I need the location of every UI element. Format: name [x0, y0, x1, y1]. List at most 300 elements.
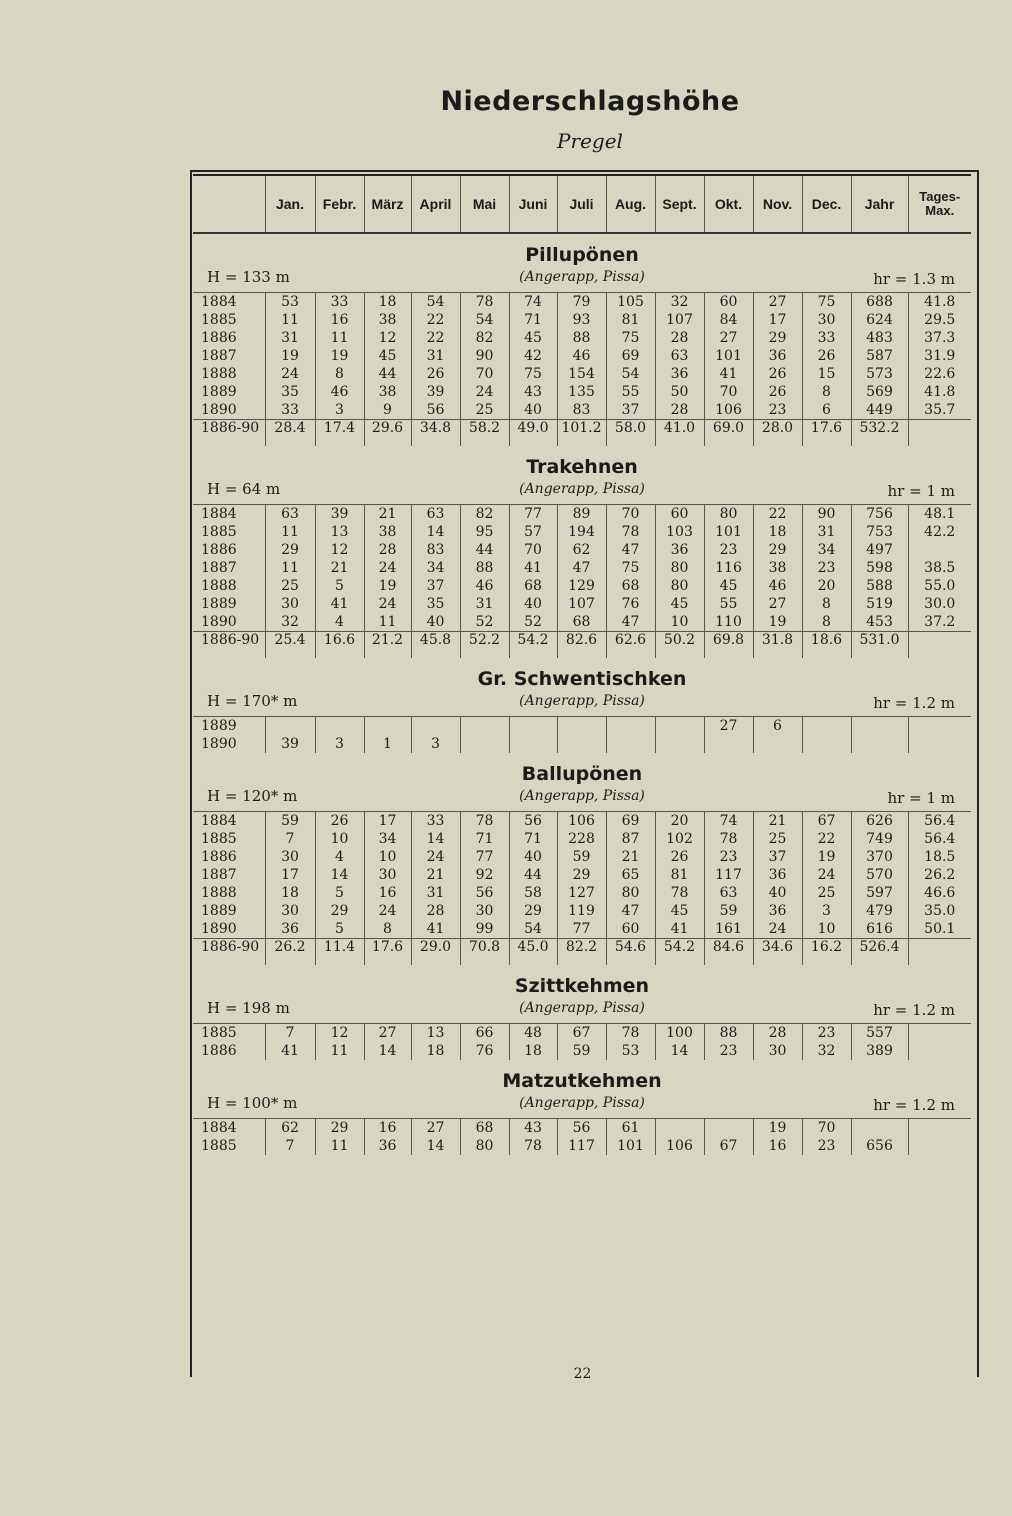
value: 11 [378, 614, 397, 630]
value [854, 1119, 906, 1137]
value-cell [655, 848, 704, 939]
year-cell [193, 1024, 265, 1061]
value [707, 735, 751, 753]
value: 75 [817, 294, 836, 310]
year-label: 1885 [201, 312, 237, 328]
value-cell [509, 717, 557, 754]
value: 25 [475, 402, 494, 418]
value-cell [364, 1024, 411, 1061]
mean-value: 54.2 [655, 939, 704, 966]
value: 389 [866, 1043, 893, 1059]
value: 48.1 [924, 506, 956, 522]
column-header: Febr. [315, 175, 364, 233]
value: 117 [568, 1138, 595, 1154]
value: 10 [378, 849, 397, 865]
station-elevation: H = 170* m [207, 692, 298, 710]
value: 56.4 [924, 813, 956, 829]
value [911, 1137, 970, 1155]
value: 78 [475, 294, 494, 310]
value: 29 [524, 903, 542, 919]
value-cell [509, 1119, 557, 1156]
value: 34 [817, 542, 836, 558]
value-cell [908, 505, 971, 542]
value [805, 717, 849, 735]
value: 90 [475, 348, 494, 364]
value: 45 [378, 348, 397, 364]
value: 75 [524, 366, 542, 382]
value-cell [265, 505, 315, 542]
value: 37 [426, 578, 445, 594]
data-block-row [193, 1119, 971, 1156]
station-rivers: (Angerapp, Pissa) [519, 1000, 645, 1016]
value-cell [509, 812, 557, 849]
value: 135 [568, 384, 595, 400]
value-cell [802, 329, 851, 420]
value [911, 1024, 970, 1042]
data-block-row [193, 329, 971, 420]
value-cell [655, 1119, 704, 1156]
value: 3 [822, 903, 831, 919]
value: 50.1 [924, 921, 956, 937]
value: 81 [670, 867, 689, 883]
value-cell [606, 812, 655, 849]
value: 19 [768, 614, 787, 630]
value: 519 [866, 596, 893, 612]
value: 27 [768, 596, 787, 612]
value-cell [753, 505, 802, 542]
value: 78 [719, 831, 738, 847]
value: 22 [768, 506, 787, 522]
value: 92 [475, 867, 494, 883]
year-label: 1884 [201, 813, 237, 829]
station-elevation: H = 64 m [207, 480, 281, 498]
value: 12 [330, 542, 349, 558]
value: 63 [426, 506, 445, 522]
value [414, 717, 458, 735]
value-cell [606, 541, 655, 632]
value: 32 [281, 614, 299, 630]
value: 23 [768, 402, 787, 418]
mean-value: 45.8 [411, 632, 460, 659]
value-cell [851, 329, 908, 420]
station-elevation: H = 100* m [207, 1094, 298, 1112]
value: 23 [719, 542, 738, 558]
value: 24 [768, 921, 787, 937]
value-cell [851, 812, 908, 849]
value: 43 [524, 1120, 542, 1136]
value: 588 [866, 578, 893, 594]
value: 47 [621, 614, 640, 630]
value: 25 [817, 885, 836, 901]
value-cell [265, 1024, 315, 1061]
value-cell [265, 293, 315, 330]
value-cell [509, 1024, 557, 1061]
value-cell [315, 848, 364, 939]
value-cell [704, 848, 753, 939]
value: 41 [719, 366, 738, 382]
value-cell [364, 293, 411, 330]
value: 18.5 [924, 849, 956, 865]
mean-value: 49.0 [509, 420, 557, 447]
mean-value: 62.6 [606, 632, 655, 659]
value: 41.8 [924, 294, 956, 310]
value-cell [908, 812, 971, 849]
mean-value: 45.0 [509, 939, 557, 966]
value: 84 [719, 312, 738, 328]
value [658, 1119, 702, 1137]
value: 6 [822, 402, 831, 418]
station-name: Gr. Schwentischken [477, 668, 687, 690]
column-header: Juni [509, 175, 557, 233]
value: 18 [426, 1043, 445, 1059]
value-cell [315, 505, 364, 542]
year-label: 1886 [201, 542, 237, 558]
value: 23 [817, 560, 836, 576]
value: 194 [568, 524, 595, 540]
data-block-row [193, 293, 971, 330]
value-cell [364, 329, 411, 420]
value [560, 735, 604, 753]
year-label: 1890 [201, 402, 237, 418]
mean-value [908, 939, 971, 966]
value-cell [557, 293, 606, 330]
value: 41 [426, 921, 445, 937]
value: 26 [426, 366, 445, 382]
value-cell [315, 812, 364, 849]
year-label: 1884 [201, 506, 237, 522]
value: 78 [475, 813, 494, 829]
value-cell [557, 717, 606, 754]
value: 60 [621, 921, 640, 937]
value-cell [557, 329, 606, 420]
value: 20 [817, 578, 836, 594]
mean-value: 70.8 [460, 939, 509, 966]
value [463, 717, 507, 735]
page-subtitle: Pregel [557, 129, 623, 153]
value: 21 [378, 506, 397, 522]
value-cell [704, 505, 753, 542]
column-header: Jahr [851, 175, 908, 233]
value-cell [704, 541, 753, 632]
value-cell [509, 293, 557, 330]
year-label: 1887 [201, 867, 237, 883]
value: 30.0 [924, 596, 956, 612]
value-cell [908, 1119, 971, 1156]
mean-value: 34.8 [411, 420, 460, 447]
value: 103 [666, 524, 693, 540]
value: 76 [475, 1043, 494, 1059]
value: 40 [426, 614, 445, 630]
value: 35.0 [924, 903, 956, 919]
value: 18 [281, 885, 299, 901]
value-cell [411, 505, 460, 542]
value: 13 [426, 1025, 445, 1041]
column-header: Sept. [655, 175, 704, 233]
value: 28 [670, 330, 689, 346]
year-cell [193, 293, 265, 330]
mean-value: 532.2 [851, 420, 908, 447]
value-cell [655, 505, 704, 542]
value [756, 735, 800, 753]
value-cell [704, 1024, 753, 1061]
value-cell [460, 1119, 509, 1156]
value: 25 [768, 831, 787, 847]
value-cell [315, 1024, 364, 1061]
value-cell [802, 293, 851, 330]
value: 616 [866, 921, 893, 937]
station-name: Pillupönen [525, 244, 639, 266]
value-cell [265, 812, 315, 849]
year-label: 1884 [201, 294, 237, 310]
value-cell [753, 1119, 802, 1156]
value: 38 [378, 524, 397, 540]
value: 29 [330, 1120, 349, 1136]
value: 63 [719, 885, 738, 901]
value: 71 [524, 312, 542, 328]
value [854, 717, 906, 735]
mean-value: 17.6 [364, 939, 411, 966]
value: 16 [768, 1138, 787, 1154]
value: 63 [670, 348, 689, 364]
mean-value: 16.6 [315, 632, 364, 659]
value: 597 [866, 885, 893, 901]
column-header: Jan. [265, 175, 315, 233]
value: 27 [719, 718, 738, 734]
value: 60 [670, 506, 689, 522]
value: 483 [866, 330, 893, 346]
value: 33 [281, 402, 299, 418]
value: 12 [378, 330, 397, 346]
value: 106 [715, 402, 742, 418]
value: 31 [281, 330, 299, 346]
value: 56.4 [924, 831, 956, 847]
value: 77 [475, 849, 494, 865]
value: 5 [335, 921, 344, 937]
value: 50 [670, 384, 689, 400]
value: 38 [378, 384, 397, 400]
value-cell [411, 1119, 460, 1156]
value: 21 [330, 560, 349, 576]
value: 76 [621, 596, 640, 612]
value-cell [655, 541, 704, 632]
data-block-row [193, 505, 971, 542]
value: 93 [572, 312, 591, 328]
value-cell [411, 812, 460, 849]
value-cell [509, 848, 557, 939]
value [911, 1119, 970, 1137]
value: 102 [666, 831, 693, 847]
value [609, 717, 653, 735]
value-cell [802, 848, 851, 939]
station-header-row [193, 446, 971, 505]
year-label: 1886 [201, 849, 237, 865]
value: 9 [383, 402, 392, 418]
value: 30 [281, 596, 299, 612]
value: 1 [383, 736, 392, 752]
mean-value: 17.4 [315, 420, 364, 447]
mean-value: 58.2 [460, 420, 509, 447]
value: 14 [378, 1043, 397, 1059]
value: 4 [335, 614, 344, 630]
year-label: 1884 [201, 1120, 237, 1136]
value: 27 [426, 1120, 445, 1136]
value: 47 [621, 903, 640, 919]
value: 75 [621, 560, 640, 576]
value: 749 [866, 831, 893, 847]
year-label: 1889 [201, 718, 237, 734]
value: 61 [621, 1120, 640, 1136]
value-cell [460, 293, 509, 330]
value: 29 [330, 903, 349, 919]
value: 88 [475, 560, 494, 576]
value: 36 [768, 867, 787, 883]
value: 81 [621, 312, 640, 328]
column-header: Nov. [753, 175, 802, 233]
value-cell [908, 717, 971, 754]
value: 21 [621, 849, 640, 865]
value: 42.2 [924, 524, 956, 540]
station-header-row [193, 1060, 971, 1119]
value: 624 [866, 312, 893, 328]
value: 24 [378, 560, 397, 576]
value: 129 [568, 578, 595, 594]
value: 11 [281, 524, 299, 540]
column-header: Juli [557, 175, 606, 233]
value: 74 [524, 294, 542, 310]
value: 90 [817, 506, 836, 522]
station-gauge-height: hr = 1.2 m [873, 694, 955, 712]
value: 34 [378, 831, 397, 847]
value: 52 [524, 614, 542, 630]
value: 58 [524, 885, 542, 901]
value: 33 [817, 330, 836, 346]
value: 6 [773, 718, 782, 734]
value: 101 [715, 524, 742, 540]
value: 10 [330, 831, 349, 847]
year-label: 1890 [201, 736, 237, 752]
value: 497 [866, 542, 893, 558]
value: 28 [426, 903, 445, 919]
year-label: 1888 [201, 366, 237, 382]
value: 41 [524, 560, 542, 576]
value: 39 [330, 506, 349, 522]
value: 29.5 [924, 312, 956, 328]
value: 31 [426, 885, 445, 901]
value-cell [364, 848, 411, 939]
value: 36 [378, 1138, 397, 1154]
value: 36 [670, 366, 689, 382]
value-cell [364, 717, 411, 754]
value: 626 [866, 813, 893, 829]
column-header: Mai [460, 175, 509, 233]
value: 4 [335, 849, 344, 865]
value-cell [265, 541, 315, 632]
value [658, 717, 702, 735]
mean-value: 101.2 [557, 420, 606, 447]
value: 3 [335, 736, 344, 752]
value: 36 [281, 921, 299, 937]
value: 37.3 [924, 330, 956, 346]
value [805, 735, 849, 753]
value-cell [655, 293, 704, 330]
value-cell [753, 329, 802, 420]
value: 69 [621, 348, 640, 364]
station-gauge-height: hr = 1.2 m [873, 1096, 955, 1114]
value: 59 [281, 813, 299, 829]
value-cell [364, 505, 411, 542]
value-cell [265, 1119, 315, 1156]
value-cell [908, 848, 971, 939]
value: 479 [866, 903, 893, 919]
value: 3 [335, 402, 344, 418]
value-cell [364, 541, 411, 632]
value-cell [557, 812, 606, 849]
column-header: April [411, 175, 460, 233]
station-header-row [193, 965, 971, 1024]
value: 27 [719, 330, 738, 346]
value: 20 [670, 813, 689, 829]
value: 8 [822, 384, 831, 400]
value: 36 [670, 542, 689, 558]
value: 7 [285, 1025, 295, 1041]
precipitation-table [193, 174, 971, 1155]
value [512, 717, 555, 735]
mean-label: 1886-90 [193, 632, 265, 659]
station-header-row [193, 658, 971, 717]
value-cell [753, 812, 802, 849]
value: 38.5 [924, 560, 956, 576]
value: 22 [426, 312, 445, 328]
value: 53 [281, 294, 299, 310]
value: 11 [330, 330, 349, 346]
year-label: 1887 [201, 560, 237, 576]
value-cell [851, 505, 908, 542]
value-cell [411, 717, 460, 754]
value [911, 717, 970, 735]
value: 30 [817, 312, 836, 328]
value: 17 [768, 312, 787, 328]
value: 39 [426, 384, 445, 400]
value-cell [606, 505, 655, 542]
value-cell [315, 329, 364, 420]
value: 14 [330, 867, 349, 883]
value: 26 [670, 849, 689, 865]
value: 66 [475, 1025, 494, 1041]
value: 71 [524, 831, 542, 847]
data-block-row [193, 541, 971, 632]
value: 24 [281, 366, 299, 382]
value: 14 [426, 1138, 445, 1154]
year-label: 1887 [201, 348, 237, 364]
mean-value: 531.0 [851, 632, 908, 659]
value-cell [460, 812, 509, 849]
value-cell [802, 1119, 851, 1156]
value-cell [460, 1024, 509, 1061]
value: 78 [621, 524, 640, 540]
value: 34 [426, 560, 445, 576]
value: 45 [719, 578, 738, 594]
value-cell [606, 293, 655, 330]
year-cell [193, 717, 265, 754]
value: 3 [431, 736, 440, 752]
value: 7 [285, 1138, 295, 1154]
value: 27 [378, 1025, 397, 1041]
value [367, 717, 409, 735]
value: 557 [866, 1025, 893, 1041]
value: 62 [572, 542, 591, 558]
value: 59 [572, 849, 591, 865]
value: 24 [426, 849, 445, 865]
